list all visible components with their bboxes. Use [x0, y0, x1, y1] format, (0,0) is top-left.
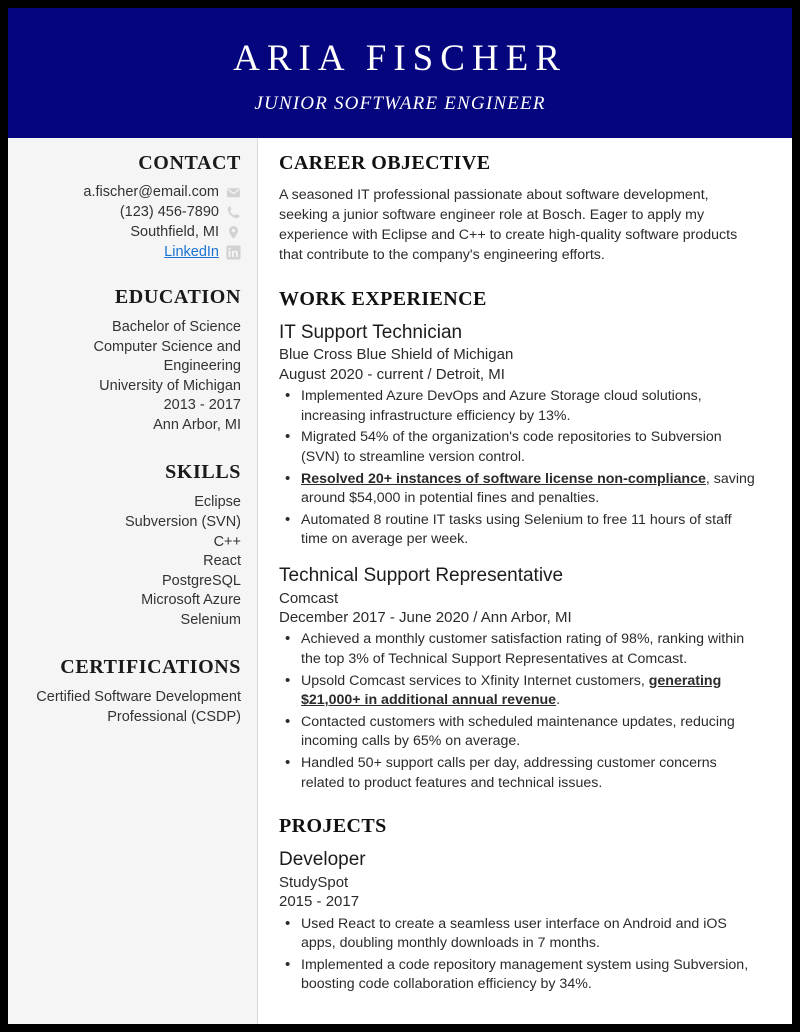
candidate-job-title: JUNIOR SOFTWARE ENGINEER [254, 92, 546, 114]
job-bullet: • Automated 8 routine IT tasks using Selenium to free 11 hours of staff time on average per week. [279, 511, 756, 550]
skill-item: Subversion (SVN) [124, 513, 241, 530]
job-bullet: • Handled 50+ support calls per day, addressing customer concerns related to product features and technical issues. [279, 754, 756, 793]
job-bullet: • Implemented a code repository management system using Subversion, boosting code collaboration efficiency by 34%. [279, 956, 756, 995]
education-list [18, 318, 241, 435]
certification-line: Certified Software Development Professional (CSDP) [36, 689, 241, 725]
career-objective-section [279, 152, 756, 266]
certifications-section [18, 656, 241, 727]
career-objective-text: A seasoned IT professional passionate about software development, seeking a junior software engineer role at Bosch. Eager to apply my experience with Eclipse and C++ to create high-quality software products that contribute to the company's engineering efforts. [279, 187, 738, 264]
education-heading: EDUCATION [114, 286, 241, 308]
contact-item [18, 204, 241, 220]
job-bullet: • Used React to create a seamless user interface on Android and iOS apps, doubling monthly downloads in 7 months. [279, 915, 756, 954]
job-title: IT Support Technician [279, 321, 463, 343]
contact-text: (123) 456-7890 [119, 204, 219, 220]
education-line: Bachelor of Science [112, 319, 241, 335]
linkedin-icon [226, 245, 241, 260]
job-entry [279, 564, 756, 793]
job-company: Comcast [279, 589, 339, 607]
skill-item: Selenium [180, 611, 241, 628]
job-bullet: • Achieved a monthly customer satisfaction rating of 98%, ranking within the top 3% of Technical Support Representatives at Comcast. [279, 630, 756, 669]
education-line: Ann Arbor, MI [153, 416, 241, 433]
skill-item: Microsoft Azure [141, 592, 241, 609]
job-bullet-list [279, 630, 756, 793]
candidate-name: ARIA FISCHER [233, 38, 567, 79]
contact-text: a.fischer@email.com [83, 184, 219, 200]
main-column [258, 138, 792, 1024]
contact-heading: CONTACT [138, 152, 241, 174]
certifications-list [18, 688, 241, 727]
job-bullet: • Resolved 20+ instances of software license non-compliance, saving around $54,000 in potential fines and penalties. [279, 470, 756, 509]
skills-heading: SKILLS [165, 461, 241, 484]
contact-list [18, 184, 241, 260]
projects-heading: PROJECTS [279, 815, 387, 838]
job-date-location: December 2017 - June 2020 / Ann Arbor, MI [279, 609, 572, 627]
skill-item: Eclipse [194, 494, 241, 511]
job-bullet: • Contacted customers with scheduled maintenance updates, reducing incoming calls by 65% on average. [279, 713, 756, 752]
map-pin-icon [226, 225, 241, 240]
skill-item: C++ [213, 533, 241, 550]
education-line: Computer Science and Engineering [93, 338, 241, 375]
phone-icon [226, 205, 241, 220]
work-experience-list [279, 321, 756, 794]
resume-header [8, 8, 792, 138]
emphasized-text: Resolved 20+ instances of software license non-compliance [301, 470, 706, 487]
skill-item: PostgreSQL [162, 572, 241, 589]
resume-page [8, 8, 792, 1024]
job-date-location: 2015 - 2017 [279, 893, 360, 911]
emphasized-text: generating $21,000+ in additional annual revenue [301, 672, 722, 709]
certifications-heading: CERTIFICATIONS [60, 656, 241, 679]
education-line: 2013 - 2017 [163, 397, 241, 414]
job-bullet: • Migrated 54% of the organization's code repositories to Subversion (SVN) to streamline version control. [279, 428, 756, 467]
job-title: Technical Support Representative [279, 564, 564, 586]
education-line: University of Michigan [99, 377, 241, 394]
job-title: Developer [279, 849, 366, 871]
envelope-icon [226, 185, 241, 200]
contact-section [18, 152, 241, 260]
education-section [18, 286, 241, 435]
skill-item: React [203, 553, 241, 570]
contact-item [18, 224, 241, 240]
job-bullet-list [279, 387, 756, 550]
contact-item[interactable] [18, 244, 241, 260]
sidebar [8, 138, 258, 1024]
job-entry [279, 848, 756, 995]
job-date-location: August 2020 - current / Detroit, MI [279, 365, 505, 383]
career-objective-heading: CAREER OBJECTIVE [279, 152, 491, 174]
job-bullet: • Implemented Azure DevOps and Azure Storage cloud solutions, increasing infrastructure efficiency by 13%. [279, 387, 756, 426]
contact-text: Southfield, MI [130, 224, 219, 240]
resume-body [8, 138, 792, 1024]
skills-section [18, 461, 241, 630]
job-company: StudySpot [279, 873, 349, 891]
job-entry [279, 321, 756, 550]
work-experience-heading: WORK EXPERIENCE [279, 287, 487, 310]
projects-section [279, 815, 756, 995]
skills-list [18, 493, 241, 630]
job-bullet: • Upsold Comcast services to Xfinity Internet customers, generating $21,000+ in additional annual revenue. [279, 672, 756, 711]
job-bullet-list [279, 915, 756, 995]
contact-item [18, 184, 241, 200]
job-company: Blue Cross Blue Shield of Michigan [279, 346, 514, 364]
contact-link-text[interactable]: LinkedIn [164, 244, 219, 260]
work-experience-section [279, 288, 756, 794]
projects-list [279, 848, 756, 995]
